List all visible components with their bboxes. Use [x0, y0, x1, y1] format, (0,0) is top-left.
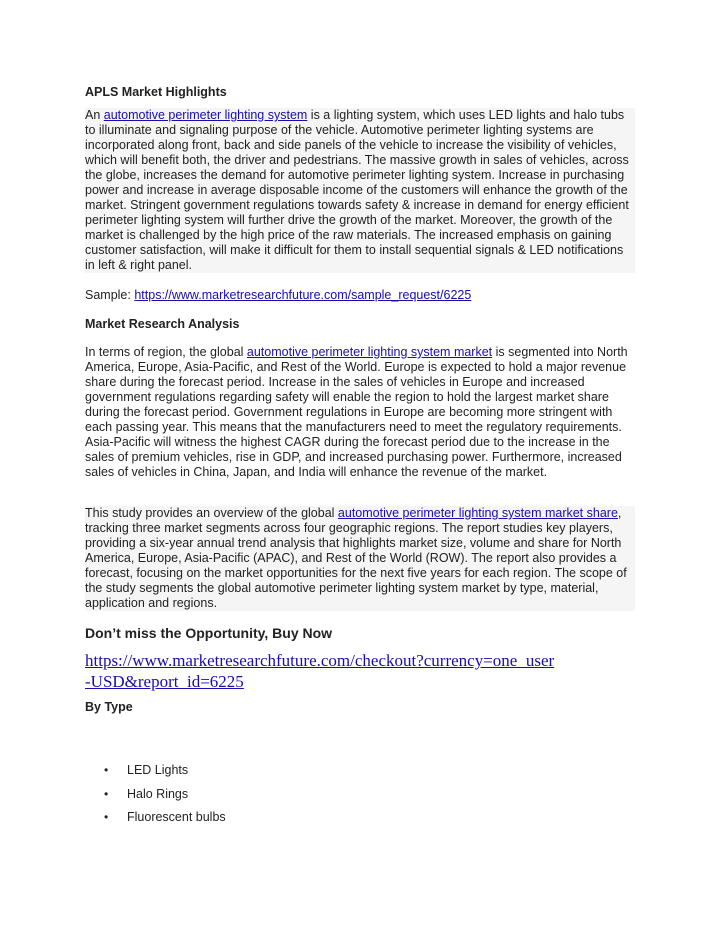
type-item-label: Halo Rings	[127, 786, 189, 801]
analysis-p2-post: , tracking three market segments across four geographic regions. The report studies key players, providing a six-year annual trend analysis that highlights market size, volume and share for North America, Europe, Asia-Pacific (APAC), and Rest of the World (ROW). The report also provides a forecast, focusing on the market opportunities for the next five years for each region. The scope of the study segments the global automotive perimeter lighting system market by type, material, application and regions.	[85, 506, 627, 610]
opportunity-heading: Don’t miss the Opportunity, Buy Now	[85, 625, 333, 641]
sample-label: Sample:	[85, 288, 135, 302]
bullet-icon: •	[104, 810, 109, 824]
analysis-paragraph-1	[85, 345, 640, 480]
highlights-paragraph	[85, 108, 635, 273]
list-item	[85, 810, 640, 825]
by-type-section	[85, 700, 640, 715]
sample-line	[85, 288, 640, 303]
analysis-paragraph-2	[85, 506, 635, 611]
analysis-p1-post: is segmented into North America, Europe, Asia-Pacific, and Rest of the World. Europe is expected to hold a major revenue share during the forecast period. Increase in the sales of vehicles in Europe and increased government regulations regarding safety will enable the region to hold the largest market share during the forecast period. Government regulations in Europe are becoming more stringent with each passing year. This means that the manufacturers need to meet the regulatory requirements. Asia-Pacific will witness the highest CAGR during the forecast period due to the increase in the sales of premium vehicles, rise in GDP, and increased purchasing power. Furthermore, increased sales of vehicles in China, Japan, and India will enhance the revenue of the market.	[85, 345, 628, 479]
type-item-label: LED Lights	[127, 763, 189, 777]
opportunity-section	[85, 625, 640, 642]
checkout-link[interactable]: https://www.marketresearchfuture.com/checkout?currency=one_user-USD&report_id=6225	[85, 651, 555, 691]
sample-request-link[interactable]: https://www.marketresearchfuture.com/sample_request/6225	[134, 288, 472, 302]
market-share-link[interactable]: automotive perimeter lighting system market share	[337, 506, 618, 520]
apls-link[interactable]: automotive perimeter lighting system	[103, 108, 308, 122]
bullet-icon: •	[104, 763, 109, 777]
checkout-link-wrap	[85, 650, 555, 692]
analysis-section	[85, 317, 640, 332]
type-item-label: Fluorescent bulbs	[127, 810, 226, 824]
analysis-heading: Market Research Analysis	[85, 317, 240, 331]
type-list-wrap	[85, 763, 640, 834]
highlights-heading: APLS Market Highlights	[85, 85, 227, 99]
list-item	[85, 763, 640, 778]
bullet-icon: •	[104, 786, 109, 801]
analysis-p1-pre: In terms of region, the global	[85, 345, 247, 359]
analysis-p2-pre: This study provides an overview of the global	[85, 506, 338, 520]
highlights-section	[85, 85, 640, 100]
list-item	[85, 787, 640, 802]
type-list	[85, 763, 640, 825]
by-type-heading: By Type	[85, 700, 133, 714]
highlights-text-post: is a lighting system, which uses LED lights and halo tubs to illuminate and signaling purpose of the vehicle. Automotive perimeter lighting systems are incorporated along front, back and side panels of the vehicle to increase the visibility of vehicles, which will benefit both, the driver and pedestrians. The massive growth in sales of vehicles, across the globe, increases the demand for automotive perimeter lighting system. Increase in purchasing power and increase in average disposable income of the customers will enhance the growth of the market. Stringent government regulations towards safety & increase in demand for energy efficient perimeter lighting system will further drive the growth of the market. Moreover, the growth of the market is challenged by the high price of the raw materials. The increased emphasis on gaining customer satisfaction, will make it difficult for them to install sequential signals & LED notifications in left & right panel.	[85, 108, 629, 272]
highlights-text-pre: An	[85, 108, 104, 122]
market-link[interactable]: automotive perimeter lighting system market	[246, 345, 493, 359]
